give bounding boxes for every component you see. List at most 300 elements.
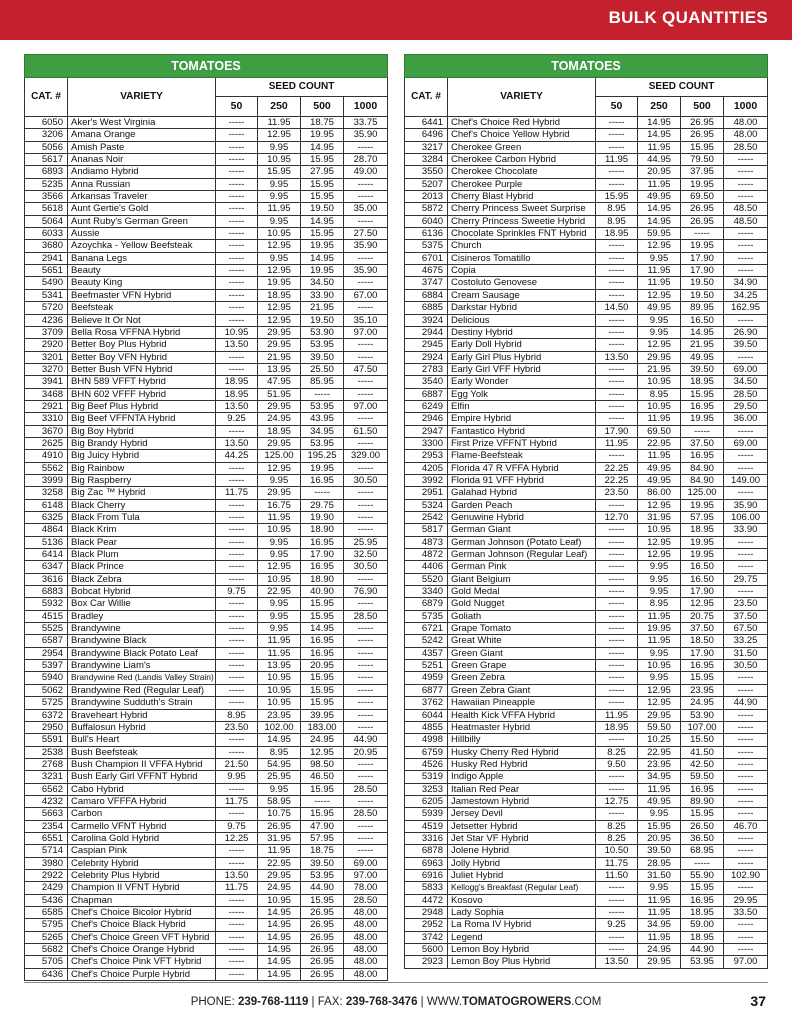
price-50: ----- [596, 450, 638, 462]
variety-name: Darkstar Hybrid [448, 302, 596, 314]
variety-name: Box Car Willie [68, 598, 216, 610]
variety-name: Anna Russian [68, 178, 216, 190]
price-1000: ----- [344, 302, 388, 314]
table-row [25, 561, 388, 573]
price-50: ----- [596, 697, 638, 709]
cat-number: 3270 [25, 363, 68, 375]
price-1000: ----- [724, 783, 768, 795]
variety-name: Believe It Or Not [68, 314, 216, 326]
price-500: 68.95 [681, 845, 724, 857]
price-500: 53.95 [301, 869, 344, 881]
variety-name: Cisineros Tomatillo [448, 252, 596, 264]
variety-name: Black Cherry [68, 499, 216, 511]
price-1000: ----- [344, 709, 388, 721]
price-1000: 34.50 [724, 376, 768, 388]
table-row [25, 894, 388, 906]
price-250: 59.50 [638, 721, 681, 733]
price-500: 15.95 [301, 894, 344, 906]
price-500: 39.50 [301, 351, 344, 363]
price-1000: 48.00 [724, 129, 768, 141]
price-1000: 76.90 [344, 586, 388, 598]
price-1000: ----- [344, 598, 388, 610]
price-500: 57.95 [681, 512, 724, 524]
price-1000: ----- [724, 808, 768, 820]
cat-number: 4406 [405, 561, 448, 573]
price-500: 15.95 [301, 672, 344, 684]
table-row [405, 339, 768, 351]
price-50: ----- [216, 289, 258, 301]
price-1000: ----- [344, 462, 388, 474]
variety-name: Andiamo Hybrid [68, 166, 216, 178]
price-1000: 34.25 [724, 289, 768, 301]
price-1000: ----- [724, 351, 768, 363]
count-50-header: 50 [596, 97, 638, 117]
table-row [25, 549, 388, 561]
variety-name: Cream Sausage [448, 289, 596, 301]
price-50: ----- [596, 129, 638, 141]
variety-name: Amish Paste [68, 141, 216, 153]
variety-name: Chef's Choice Red Hybrid [448, 117, 596, 129]
cat-number: 4998 [405, 734, 448, 746]
cat-number: 3566 [25, 191, 68, 203]
cat-number: 6033 [25, 228, 68, 240]
cat-number: 2947 [405, 425, 448, 437]
price-1000: ----- [344, 141, 388, 153]
variety-name: Aunt Ruby's German Green [68, 215, 216, 227]
price-500: 49.95 [681, 351, 724, 363]
cat-number: 2013 [405, 191, 448, 203]
variety-name: Big Beef Plus Hybrid [68, 400, 216, 412]
variety-name: Better Boy VFN Hybrid [68, 351, 216, 363]
price-50: ----- [596, 178, 638, 190]
table-row [25, 635, 388, 647]
price-50: 13.50 [596, 956, 638, 968]
cat-number: 5714 [25, 845, 68, 857]
price-250: 86.00 [638, 487, 681, 499]
price-1000: 97.00 [344, 400, 388, 412]
cat-number: 5795 [25, 919, 68, 931]
price-50: ----- [216, 252, 258, 264]
variety-name: Chocolate Sprinkles FNT Hybrid [448, 228, 596, 240]
cat-number: 3310 [25, 413, 68, 425]
price-250: 11.95 [638, 265, 681, 277]
table-row [25, 857, 388, 869]
price-250: 11.95 [638, 894, 681, 906]
price-500: 17.90 [681, 647, 724, 659]
cat-number: 6721 [405, 623, 448, 635]
variety-name: Flame-Beefsteak [448, 450, 596, 462]
price-50: ----- [216, 635, 258, 647]
variety-name: Early Girl VFF Hybrid [448, 363, 596, 375]
price-50: 22.25 [596, 462, 638, 474]
price-1000: ----- [344, 413, 388, 425]
price-500: 19.95 [301, 129, 344, 141]
price-1000: 67.50 [724, 623, 768, 635]
cat-number: 6249 [405, 400, 448, 412]
price-1000: 35.90 [344, 129, 388, 141]
variety-name: Chef's Choice Orange Hybrid [68, 944, 216, 956]
table-row [405, 425, 768, 437]
table-row [25, 277, 388, 289]
variety-name: Brandywine Red (Landis Valley Strain) [68, 672, 216, 684]
variety-name: Jolene Hybrid [448, 845, 596, 857]
price-50: ----- [596, 771, 638, 783]
cat-number: 4205 [405, 462, 448, 474]
variety-name: Cherokee Purple [448, 178, 596, 190]
cat-number: 3201 [25, 351, 68, 363]
price-50: ----- [216, 549, 258, 561]
price-1000: ----- [344, 795, 388, 807]
variety-name: Black From Tula [68, 512, 216, 524]
cat-number: 2625 [25, 437, 68, 449]
price-50: ----- [596, 684, 638, 696]
price-250: 12.95 [638, 240, 681, 252]
cat-number: 5436 [25, 894, 68, 906]
cat-number: 5341 [25, 289, 68, 301]
price-500: 18.95 [681, 376, 724, 388]
table-body [25, 117, 388, 981]
variety-name: Copia [448, 265, 596, 277]
price-500: 19.95 [681, 549, 724, 561]
price-1000: 48.50 [724, 203, 768, 215]
cat-number: 6884 [405, 289, 448, 301]
price-250: 14.95 [638, 203, 681, 215]
price-250: 31.95 [638, 512, 681, 524]
price-50: ----- [596, 573, 638, 585]
price-500: 26.95 [301, 931, 344, 943]
price-1000: ----- [724, 487, 768, 499]
price-500: 16.50 [681, 314, 724, 326]
variety-name: Ananas Noir [68, 154, 216, 166]
price-50: ----- [596, 783, 638, 795]
price-500: 14.95 [301, 252, 344, 264]
table-row [25, 388, 388, 400]
price-1000: 28.50 [724, 141, 768, 153]
price-1000: 35.90 [344, 240, 388, 252]
price-1000: ----- [344, 771, 388, 783]
cat-number: 2954 [25, 647, 68, 659]
price-1000: 102.90 [724, 869, 768, 881]
price-500: 19.95 [681, 536, 724, 548]
table-row [405, 869, 768, 881]
price-250: 29.95 [258, 400, 301, 412]
price-250: 11.95 [258, 647, 301, 659]
table-row [25, 968, 388, 980]
table-row [25, 154, 388, 166]
price-250: 28.95 [638, 857, 681, 869]
table-row [25, 746, 388, 758]
count-250-header: 250 [638, 97, 681, 117]
price-1000: 35.10 [344, 314, 388, 326]
cat-number: 3616 [25, 573, 68, 585]
price-500: 16.95 [681, 783, 724, 795]
table-row [405, 660, 768, 672]
variety-name: Great White [448, 635, 596, 647]
variety-name: Amana Orange [68, 129, 216, 141]
price-500: 15.95 [301, 783, 344, 795]
price-1000: ----- [724, 758, 768, 770]
price-250: 34.95 [638, 771, 681, 783]
price-1000: ----- [344, 845, 388, 857]
price-500: 14.95 [301, 141, 344, 153]
count-250-header: 250 [258, 97, 301, 117]
table-row [405, 388, 768, 400]
price-500: 17.90 [681, 265, 724, 277]
table-row [405, 771, 768, 783]
table-row [405, 166, 768, 178]
table-row [405, 857, 768, 869]
price-1000: 32.50 [344, 549, 388, 561]
price-1000: ----- [344, 721, 388, 733]
cat-number: 4873 [405, 536, 448, 548]
table-row [25, 474, 388, 486]
price-250: 12.95 [258, 265, 301, 277]
table-row [405, 499, 768, 511]
cat-number: 2429 [25, 882, 68, 894]
cat-number: 5735 [405, 610, 448, 622]
price-1000: ----- [344, 388, 388, 400]
price-1000: 44.90 [344, 734, 388, 746]
variety-name: Chef's Choice Yellow Hybrid [448, 129, 596, 141]
price-500: 16.50 [681, 561, 724, 573]
cat-number: 6701 [405, 252, 448, 264]
price-500: 36.50 [681, 832, 724, 844]
variety-name: Braveheart Hybrid [68, 709, 216, 721]
price-250: 10.95 [258, 684, 301, 696]
price-500: 15.95 [681, 808, 724, 820]
table-row [25, 376, 388, 388]
cat-number: 2542 [405, 512, 448, 524]
price-1000: 48.00 [724, 117, 768, 129]
cat-number: 6879 [405, 598, 448, 610]
price-250: 18.95 [258, 289, 301, 301]
cat-number: 6963 [405, 857, 448, 869]
price-50: ----- [596, 672, 638, 684]
cat-number: 3217 [405, 141, 448, 153]
table-row [25, 240, 388, 252]
price-50: ----- [596, 388, 638, 400]
price-250: 49.95 [638, 474, 681, 486]
variety-name: Italian Red Pear [448, 783, 596, 795]
price-1000: 35.00 [344, 203, 388, 215]
price-50: ----- [216, 228, 258, 240]
cat-number: 6878 [405, 845, 448, 857]
price-50: ----- [216, 660, 258, 672]
price-250: 14.95 [258, 956, 301, 968]
table-row [405, 623, 768, 635]
variety-name: Florida 47 R VFFA Hybrid [448, 462, 596, 474]
price-500: 26.95 [301, 968, 344, 980]
price-250: 12.95 [638, 549, 681, 561]
cat-number: 6205 [405, 795, 448, 807]
cat-number: 6347 [25, 561, 68, 573]
price-1000: ----- [344, 660, 388, 672]
price-50: ----- [596, 314, 638, 326]
price-500: 183.00 [301, 721, 344, 733]
price-500: 19.90 [301, 512, 344, 524]
table-row [25, 573, 388, 585]
price-500: 18.90 [301, 573, 344, 585]
price-1000: 48.00 [344, 968, 388, 980]
price-50: ----- [216, 166, 258, 178]
variety-name: Better Bush VFN Hybrid [68, 363, 216, 375]
tomatoes-table-left [24, 54, 387, 981]
price-50: ----- [596, 289, 638, 301]
price-500: 59.50 [681, 771, 724, 783]
cat-number: 3231 [25, 771, 68, 783]
phone-number: 239-768-1119 [238, 996, 309, 1008]
variety-name: Cherokee Green [448, 141, 596, 153]
price-1000: 69.00 [724, 363, 768, 375]
table-row [405, 647, 768, 659]
table-row [25, 672, 388, 684]
price-1000: 34.90 [724, 277, 768, 289]
price-250: 11.95 [638, 141, 681, 153]
variety-name: Aunt Gertie's Gold [68, 203, 216, 215]
price-250: 14.95 [258, 907, 301, 919]
price-1000: 162.95 [724, 302, 768, 314]
cat-number: 6050 [25, 117, 68, 129]
price-50: 11.95 [596, 709, 638, 721]
price-50: ----- [596, 363, 638, 375]
price-500: 84.90 [681, 462, 724, 474]
price-50: 13.50 [216, 400, 258, 412]
variety-name: Husky Cherry Red Hybrid [448, 746, 596, 758]
price-500: 16.95 [301, 474, 344, 486]
count-1000-header: 1000 [344, 97, 388, 117]
price-500: 55.90 [681, 869, 724, 881]
price-1000: 29.95 [724, 894, 768, 906]
price-50: ----- [216, 474, 258, 486]
price-250: 11.95 [638, 783, 681, 795]
price-50: ----- [216, 808, 258, 820]
price-250: 29.95 [258, 339, 301, 351]
table-row [25, 326, 388, 338]
price-250: 51.95 [258, 388, 301, 400]
price-1000: 28.50 [344, 783, 388, 795]
price-50: ----- [216, 610, 258, 622]
variety-name: Chef's Choice Pink VFT Hybrid [68, 956, 216, 968]
seed-count-header: SEED COUNT [216, 78, 388, 97]
price-50: ----- [596, 586, 638, 598]
price-250: 8.95 [638, 598, 681, 610]
variety-name: Cabo Hybrid [68, 783, 216, 795]
variety-name: Goliath [448, 610, 596, 622]
price-500: 53.95 [301, 400, 344, 412]
price-50: 8.25 [596, 820, 638, 832]
cat-number: 6883 [25, 586, 68, 598]
price-500: 18.95 [681, 931, 724, 943]
price-500: 16.95 [681, 894, 724, 906]
price-250: 12.95 [638, 697, 681, 709]
price-1000: ----- [724, 240, 768, 252]
variety-name: Jolly Hybrid [448, 857, 596, 869]
variety-name: Cherry Blast Hybrid [448, 191, 596, 203]
price-1000: ----- [724, 561, 768, 573]
price-500: 19.50 [301, 314, 344, 326]
price-1000: ----- [724, 425, 768, 437]
price-1000: ----- [724, 178, 768, 190]
variety-name: Cherry Princess Sweetie Hybrid [448, 215, 596, 227]
table-row [25, 117, 388, 129]
variety-name: Big Rainbow [68, 462, 216, 474]
price-1000: ----- [724, 795, 768, 807]
price-250: 9.95 [638, 882, 681, 894]
price-50: ----- [596, 524, 638, 536]
price-250: 24.95 [638, 944, 681, 956]
table-row [405, 635, 768, 647]
cat-number: 5064 [25, 215, 68, 227]
table-row [25, 783, 388, 795]
variety-name: BHN 602 VFFF Hybrid [68, 388, 216, 400]
price-1000: 69.00 [724, 437, 768, 449]
price-250: 12.95 [258, 302, 301, 314]
table-row [25, 734, 388, 746]
cat-number: 4855 [405, 721, 448, 733]
price-50: ----- [596, 808, 638, 820]
price-50: ----- [596, 623, 638, 635]
price-500: 14.95 [681, 326, 724, 338]
table-row [25, 400, 388, 412]
table-row [25, 647, 388, 659]
variety-name: Hawaiian Pineapple [448, 697, 596, 709]
cat-number: 3284 [405, 154, 448, 166]
price-500: 19.95 [301, 265, 344, 277]
table-row [405, 265, 768, 277]
cat-number: 6325 [25, 512, 68, 524]
table-row [405, 758, 768, 770]
price-500: 84.90 [681, 474, 724, 486]
cat-number: 5242 [405, 635, 448, 647]
table-row [25, 795, 388, 807]
price-500: 17.90 [301, 549, 344, 561]
price-50: ----- [596, 549, 638, 561]
table-row [25, 462, 388, 474]
price-500: 12.95 [301, 746, 344, 758]
price-1000: 33.25 [724, 635, 768, 647]
price-250: 49.95 [638, 191, 681, 203]
price-1000: ----- [724, 265, 768, 277]
price-500: 195.25 [301, 450, 344, 462]
variety-name: Celebrity Plus Hybrid [68, 869, 216, 881]
price-250: 10.95 [258, 573, 301, 585]
price-500: 24.95 [301, 734, 344, 746]
price-250: 9.95 [638, 672, 681, 684]
price-50: ----- [216, 697, 258, 709]
price-50: ----- [596, 376, 638, 388]
price-50: ----- [216, 931, 258, 943]
variety-name: Chapman [68, 894, 216, 906]
cat-number: 5136 [25, 536, 68, 548]
table-body [405, 117, 768, 969]
variety-name: Brandywine Black Potato Leaf [68, 647, 216, 659]
variety-name: Big Boy Hybrid [68, 425, 216, 437]
price-250: 12.95 [638, 289, 681, 301]
price-50: 12.25 [216, 832, 258, 844]
table-row [25, 413, 388, 425]
table-row [25, 919, 388, 931]
cat-number: 3709 [25, 326, 68, 338]
price-250: 10.95 [638, 400, 681, 412]
table-row [25, 586, 388, 598]
variety-name: Beefmaster VFN Hybrid [68, 289, 216, 301]
cat-number: 6587 [25, 635, 68, 647]
cat-number: 3540 [405, 376, 448, 388]
price-1000: ----- [724, 536, 768, 548]
price-250: 12.95 [638, 339, 681, 351]
variety-name: German Giant [448, 524, 596, 536]
price-50: ----- [216, 117, 258, 129]
